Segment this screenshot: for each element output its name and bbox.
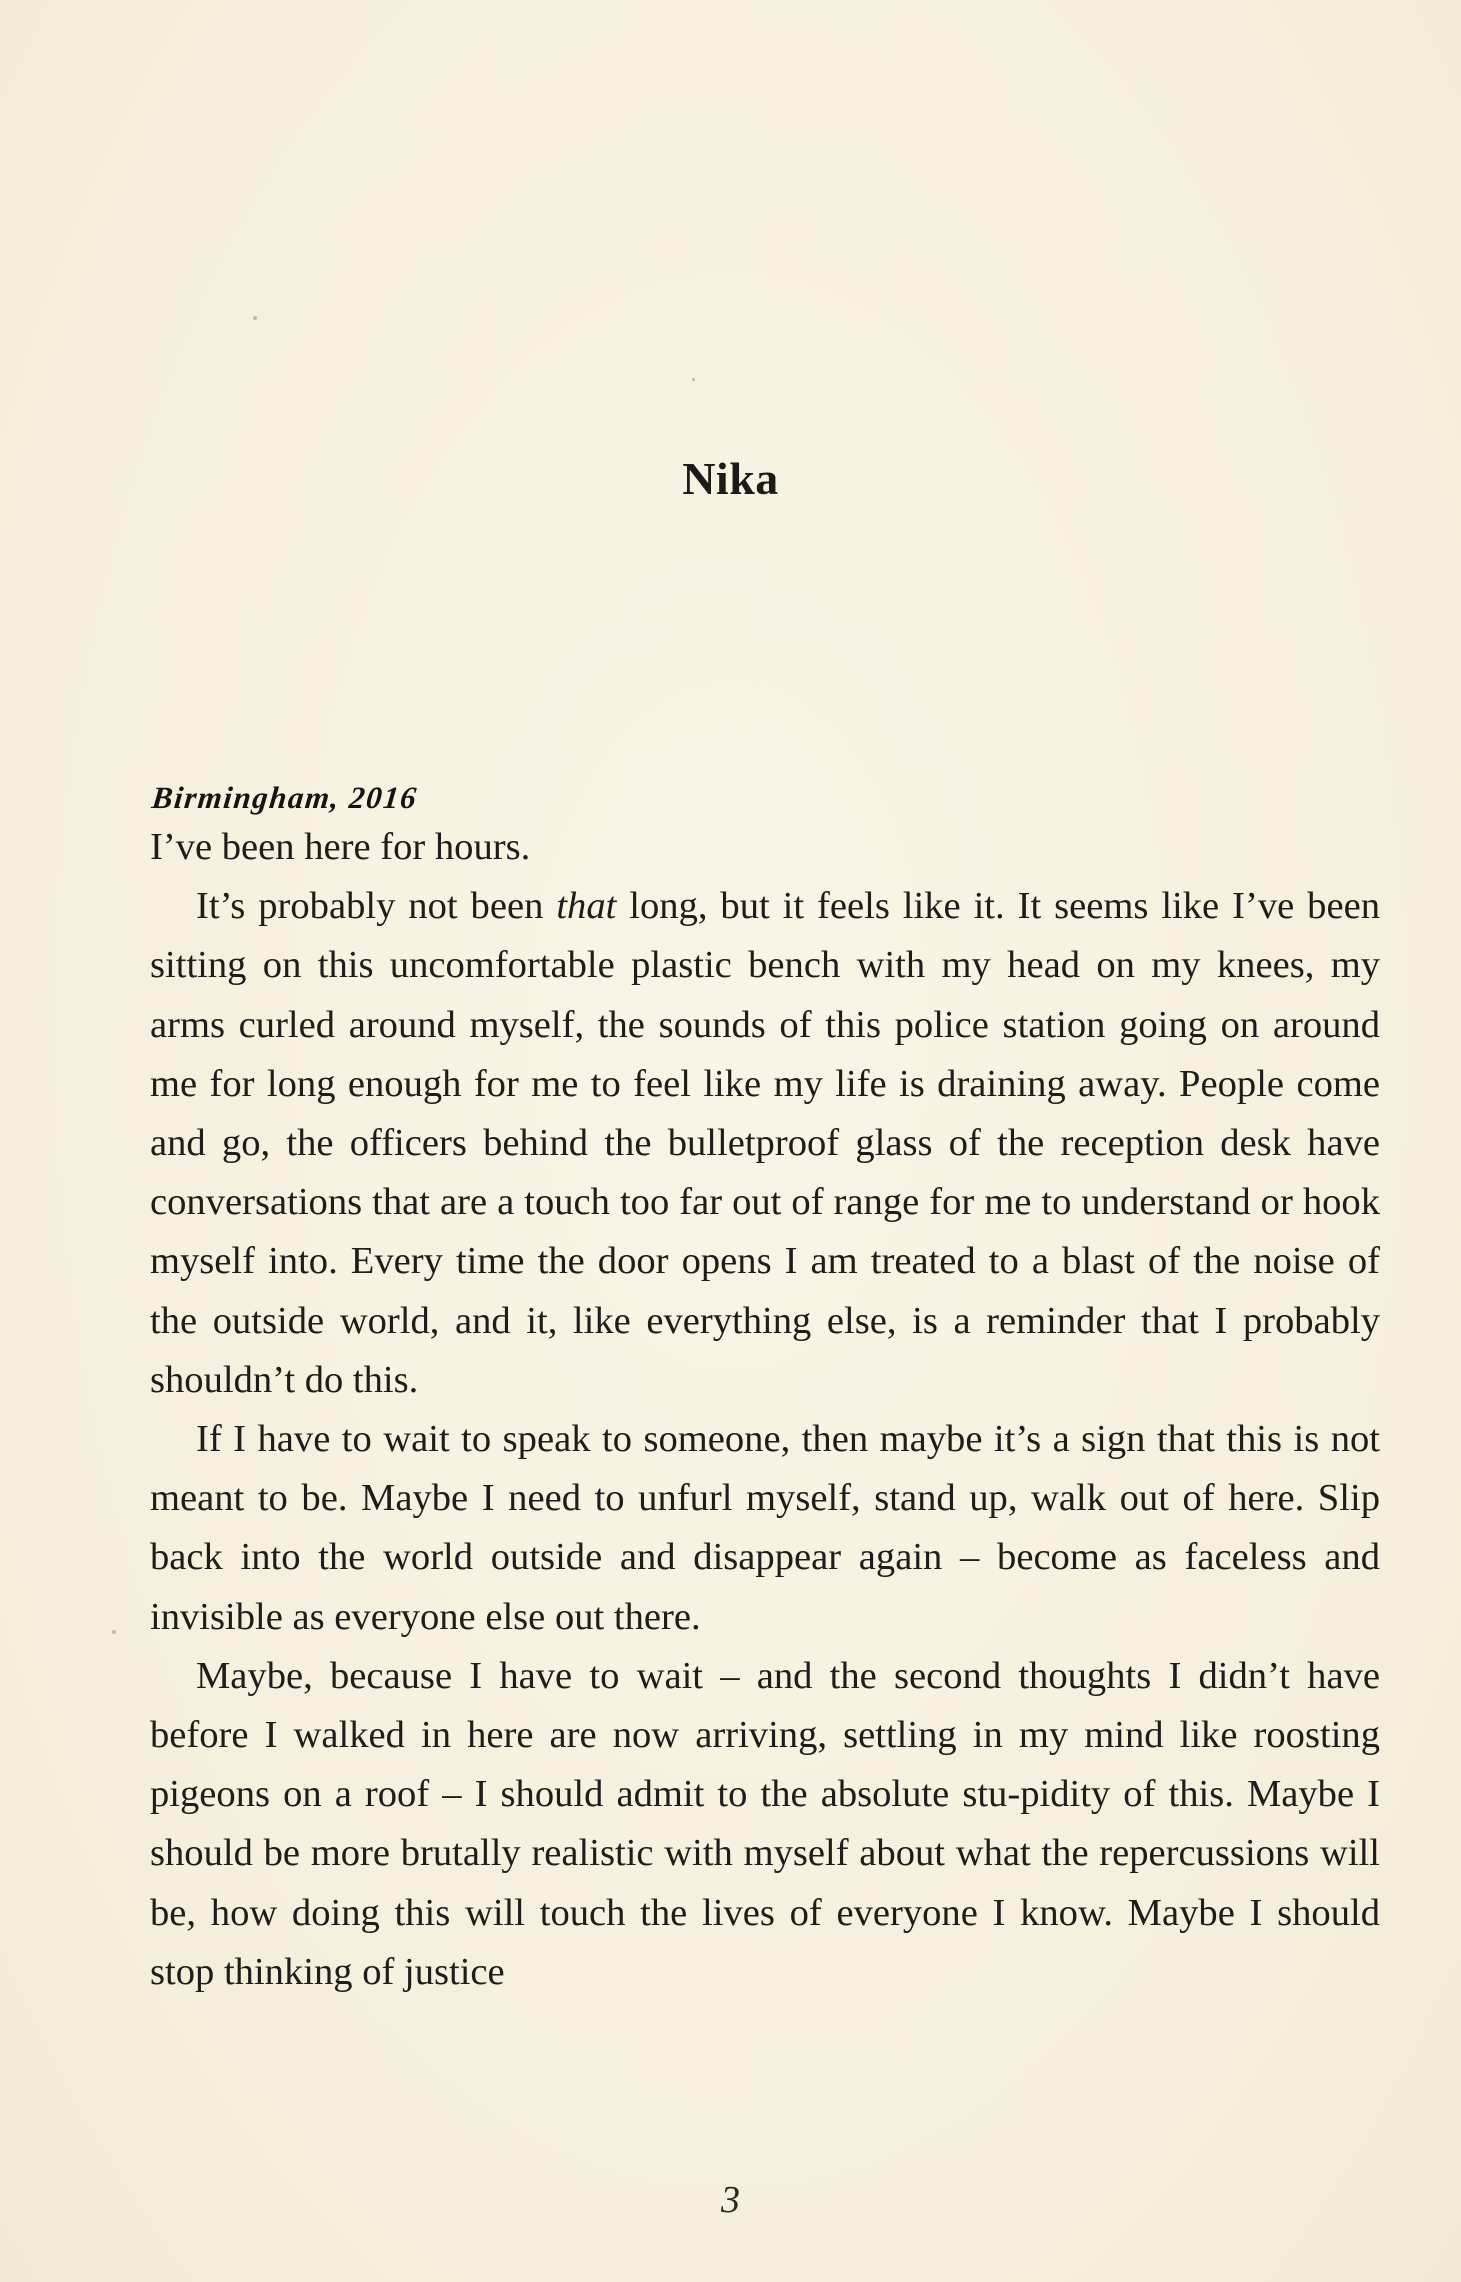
paper-speck [692, 378, 695, 381]
paragraph-text: long, but it feels like it. It seems like I’ve been sitting on this uncomfortable plastic bench with my head on my knees, my arms curled around myself, the sounds of this police station going on around me for long enough for me to feel like my life is draining away. People come and go, the officers behind the bulletproof glass of the reception desk have conversations that are a touch too far out of range for me to understand or hook myself into. Every time the door opens I am treated to a blast of the noise of the outside world, and it, like everything else, is a reminder that I probably shouldn’t do this. [150, 885, 1380, 1401]
body-text [150, 778, 1380, 2002]
paragraph [150, 1647, 1380, 2002]
paragraph [150, 818, 1380, 877]
paragraph-text: It’s probably not been [196, 885, 557, 928]
paper-speck [253, 316, 257, 320]
paragraph [150, 877, 1380, 1410]
emphasized-word: that [556, 885, 617, 928]
paragraph-text: I’ve been here for hours. [150, 826, 531, 868]
dateline: Birmingham, 2016 [150, 780, 420, 815]
paragraph-text: Maybe, because I have to wait – and the second thoughts I didn’t have before I walked in here are now arriving, settling in my mind like roosting pigeons on a roof – I should admit to the absolute stu-pidity of this. Maybe I should be more brutally realistic with myself about what the repercussions will be, how doing this will touch the lives of everyone I know. Maybe I should stop thinking of justice [150, 1654, 1380, 1993]
page-number: 3 [721, 2179, 740, 2221]
chapter-title: Nika [682, 453, 779, 504]
paragraph [150, 1410, 1380, 1647]
paper-speck [112, 1630, 116, 1634]
paragraph-text: If I have to wait to speak to someone, then maybe it’s a sign that this is not meant to be. Maybe I need to unfurl myself, stand up, walk out of here. Slip back into the world outside and disappear again – become as faceless and invisible as everyone else out there. [150, 1418, 1380, 1638]
